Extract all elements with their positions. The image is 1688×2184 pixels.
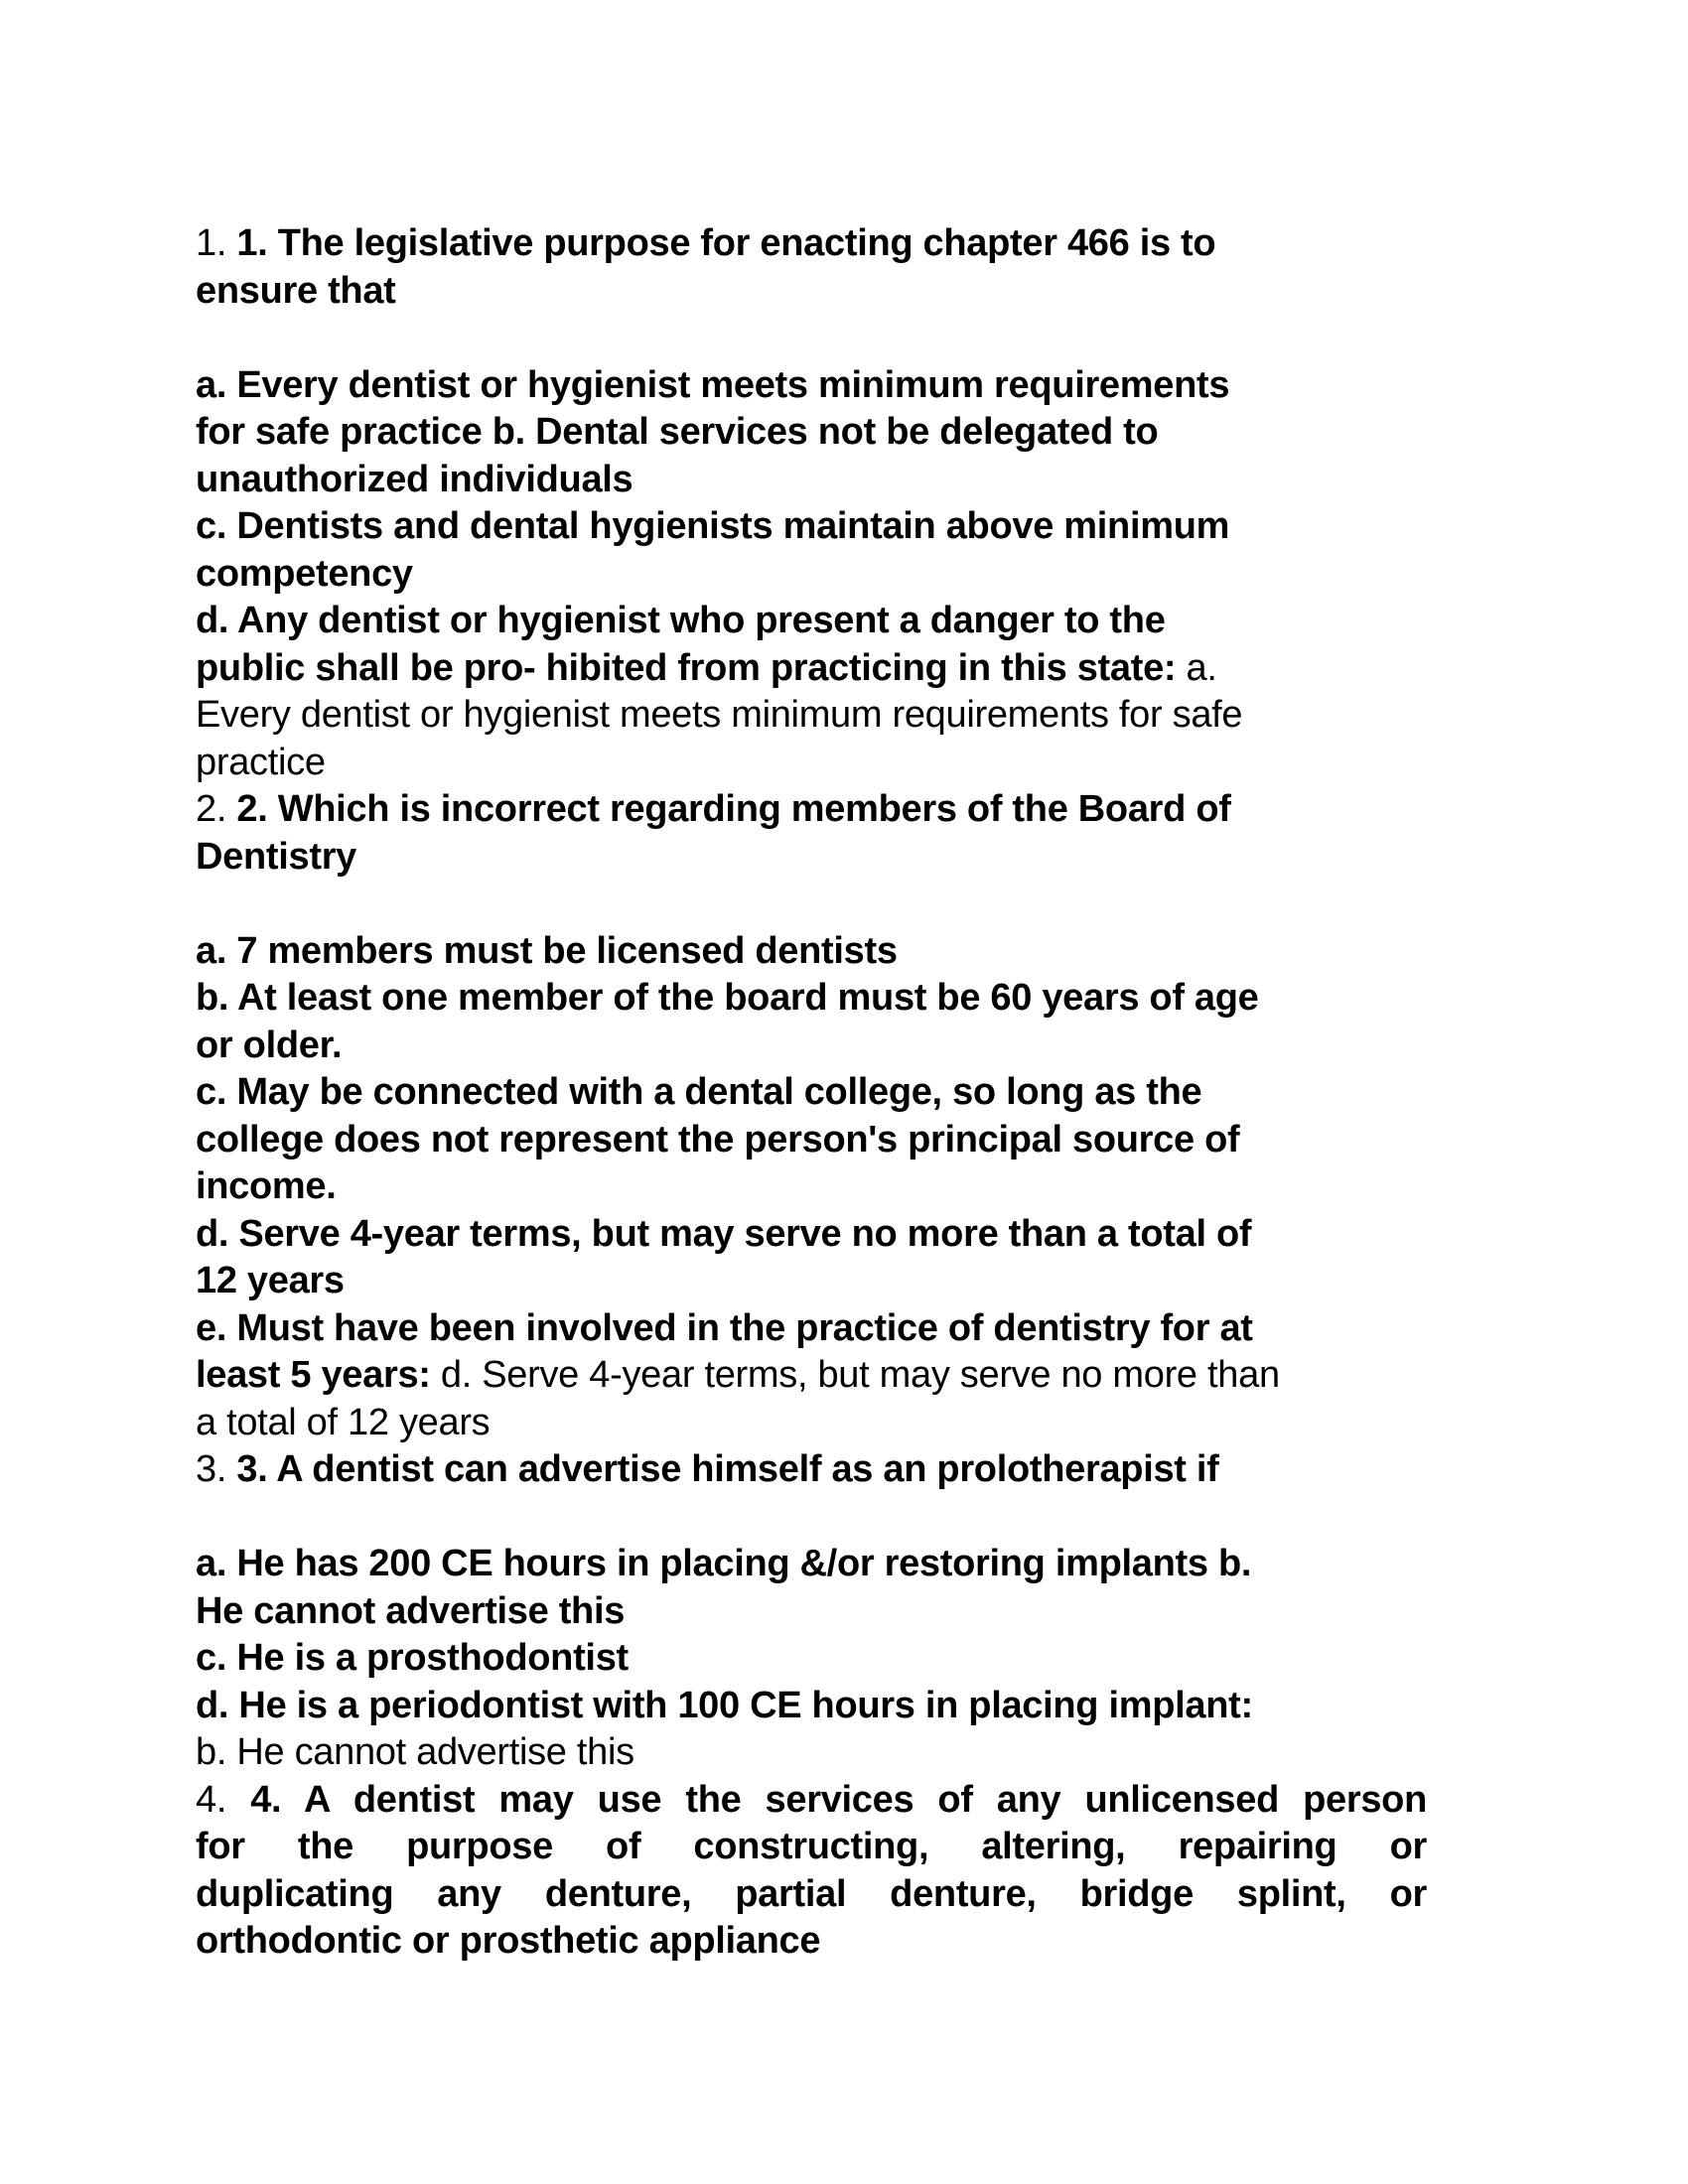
text-segment: 1. bbox=[196, 222, 237, 264]
text-line bbox=[196, 834, 1427, 882]
text-line bbox=[196, 503, 1427, 551]
text-line bbox=[196, 457, 1427, 504]
text-line bbox=[196, 692, 1427, 740]
text-line bbox=[196, 1541, 1427, 1588]
text-segment: a. 7 members must be licensed dentists bbox=[196, 929, 898, 972]
text-line bbox=[196, 1305, 1427, 1353]
text-segment: c. May be connected with a dental college, so long as the bbox=[196, 1071, 1202, 1113]
text-segment: Dentistry bbox=[196, 835, 357, 878]
text-segment: ensure that bbox=[196, 269, 396, 312]
text-line bbox=[196, 1117, 1427, 1164]
text-segment: 4. bbox=[196, 1778, 251, 1821]
text-line bbox=[196, 1824, 1427, 1871]
text-line bbox=[196, 1777, 1427, 1825]
text-segment: unauthorized individuals bbox=[196, 458, 633, 500]
text-segment: for safe practice b. Dental services not be delegated to bbox=[196, 411, 1159, 453]
text-segment: He cannot advertise this bbox=[196, 1589, 626, 1632]
text-segment: d. Serve 4-year terms, but may serve no more than a total of bbox=[196, 1212, 1252, 1255]
text-segment: d. Any dentist or hygienist who present a danger to the bbox=[196, 600, 1166, 641]
text-segment: 4. A dentist may use the services of any unlicensed person bbox=[250, 1778, 1427, 1821]
blank-line bbox=[196, 881, 1427, 928]
blank-line bbox=[196, 315, 1427, 362]
text-segment: e. Must have been involved in the practice of dentistry for at bbox=[196, 1306, 1253, 1349]
text-line bbox=[196, 1588, 1427, 1636]
text-segment: a. He has 200 CE hours in placing &/or restoring implants b. bbox=[196, 1543, 1252, 1584]
text-segment: 2. bbox=[196, 788, 237, 830]
text-segment: 3. A dentist can advertise himself as an prolotherapist if bbox=[236, 1448, 1219, 1490]
text-segment: a total of 12 years bbox=[196, 1401, 491, 1443]
text-segment: orthodontic or prosthetic appliance bbox=[196, 1920, 821, 1962]
text-line bbox=[196, 975, 1427, 1023]
text-segment: income. bbox=[196, 1165, 337, 1207]
text-segment: 3. bbox=[196, 1448, 237, 1490]
text-line bbox=[196, 1871, 1427, 1919]
text-segment: least 5 years: bbox=[196, 1354, 431, 1396]
text-line bbox=[196, 598, 1427, 645]
text-segment: d. Serve 4-year terms, but may serve no more than bbox=[430, 1354, 1280, 1396]
text-segment: for the purpose of constructing, altering, repairing or bbox=[196, 1826, 1427, 1867]
text-segment: b. He cannot advertise this bbox=[196, 1731, 634, 1773]
text-segment: or older. bbox=[196, 1024, 343, 1066]
text-line bbox=[196, 1258, 1427, 1305]
text-line bbox=[196, 1683, 1427, 1730]
text-line bbox=[196, 1400, 1427, 1447]
text-segment: c. He is a prosthodontist bbox=[196, 1637, 629, 1679]
blank-line bbox=[196, 1494, 1427, 1542]
text-line bbox=[196, 1352, 1427, 1400]
text-segment: 2. Which is incorrect regarding members of the Board of bbox=[236, 788, 1231, 830]
text-line bbox=[196, 1446, 1427, 1494]
text-line bbox=[196, 1163, 1427, 1211]
text-segment: a. Every dentist or hygienist meets minimum requirements bbox=[196, 363, 1230, 406]
text-line bbox=[196, 928, 1427, 976]
text-segment: b. At least one member of the board must be 60 years of age bbox=[196, 977, 1259, 1019]
text-line bbox=[196, 1918, 1427, 1966]
text-segment: 12 years bbox=[196, 1260, 345, 1301]
text-line bbox=[196, 1729, 1427, 1777]
text-line bbox=[196, 362, 1427, 410]
text-line bbox=[196, 1023, 1427, 1070]
text-line bbox=[196, 1069, 1427, 1117]
text-line bbox=[196, 1211, 1427, 1259]
text-line bbox=[196, 1635, 1427, 1683]
text-segment: 1. The legislative purpose for enacting chapter 466 is to bbox=[236, 222, 1216, 264]
text-line bbox=[196, 645, 1427, 693]
text-line bbox=[196, 740, 1427, 787]
text-segment: public shall be pro- hibited from practicing in this state: bbox=[196, 646, 1177, 689]
text-line bbox=[196, 220, 1427, 268]
text-segment: d. He is a periodontist with 100 CE hours in placing implant: bbox=[196, 1684, 1253, 1726]
text-line bbox=[196, 409, 1427, 457]
text-segment: a. bbox=[1176, 646, 1217, 689]
text-line bbox=[196, 268, 1427, 316]
text-segment: practice bbox=[196, 741, 326, 783]
text-segment: duplicating any denture, partial denture, bridge splint, or bbox=[196, 1872, 1427, 1915]
text-segment: competency bbox=[196, 552, 413, 595]
text-line bbox=[196, 551, 1427, 599]
text-segment: college does not represent the person's principal source of bbox=[196, 1118, 1240, 1160]
text-segment: c. Dentists and dental hygienists maintain above minimum bbox=[196, 505, 1230, 547]
text-segment: Every dentist or hygienist meets minimum requirements for safe bbox=[196, 694, 1243, 736]
text-block bbox=[196, 220, 1427, 1966]
text-line bbox=[196, 786, 1427, 834]
